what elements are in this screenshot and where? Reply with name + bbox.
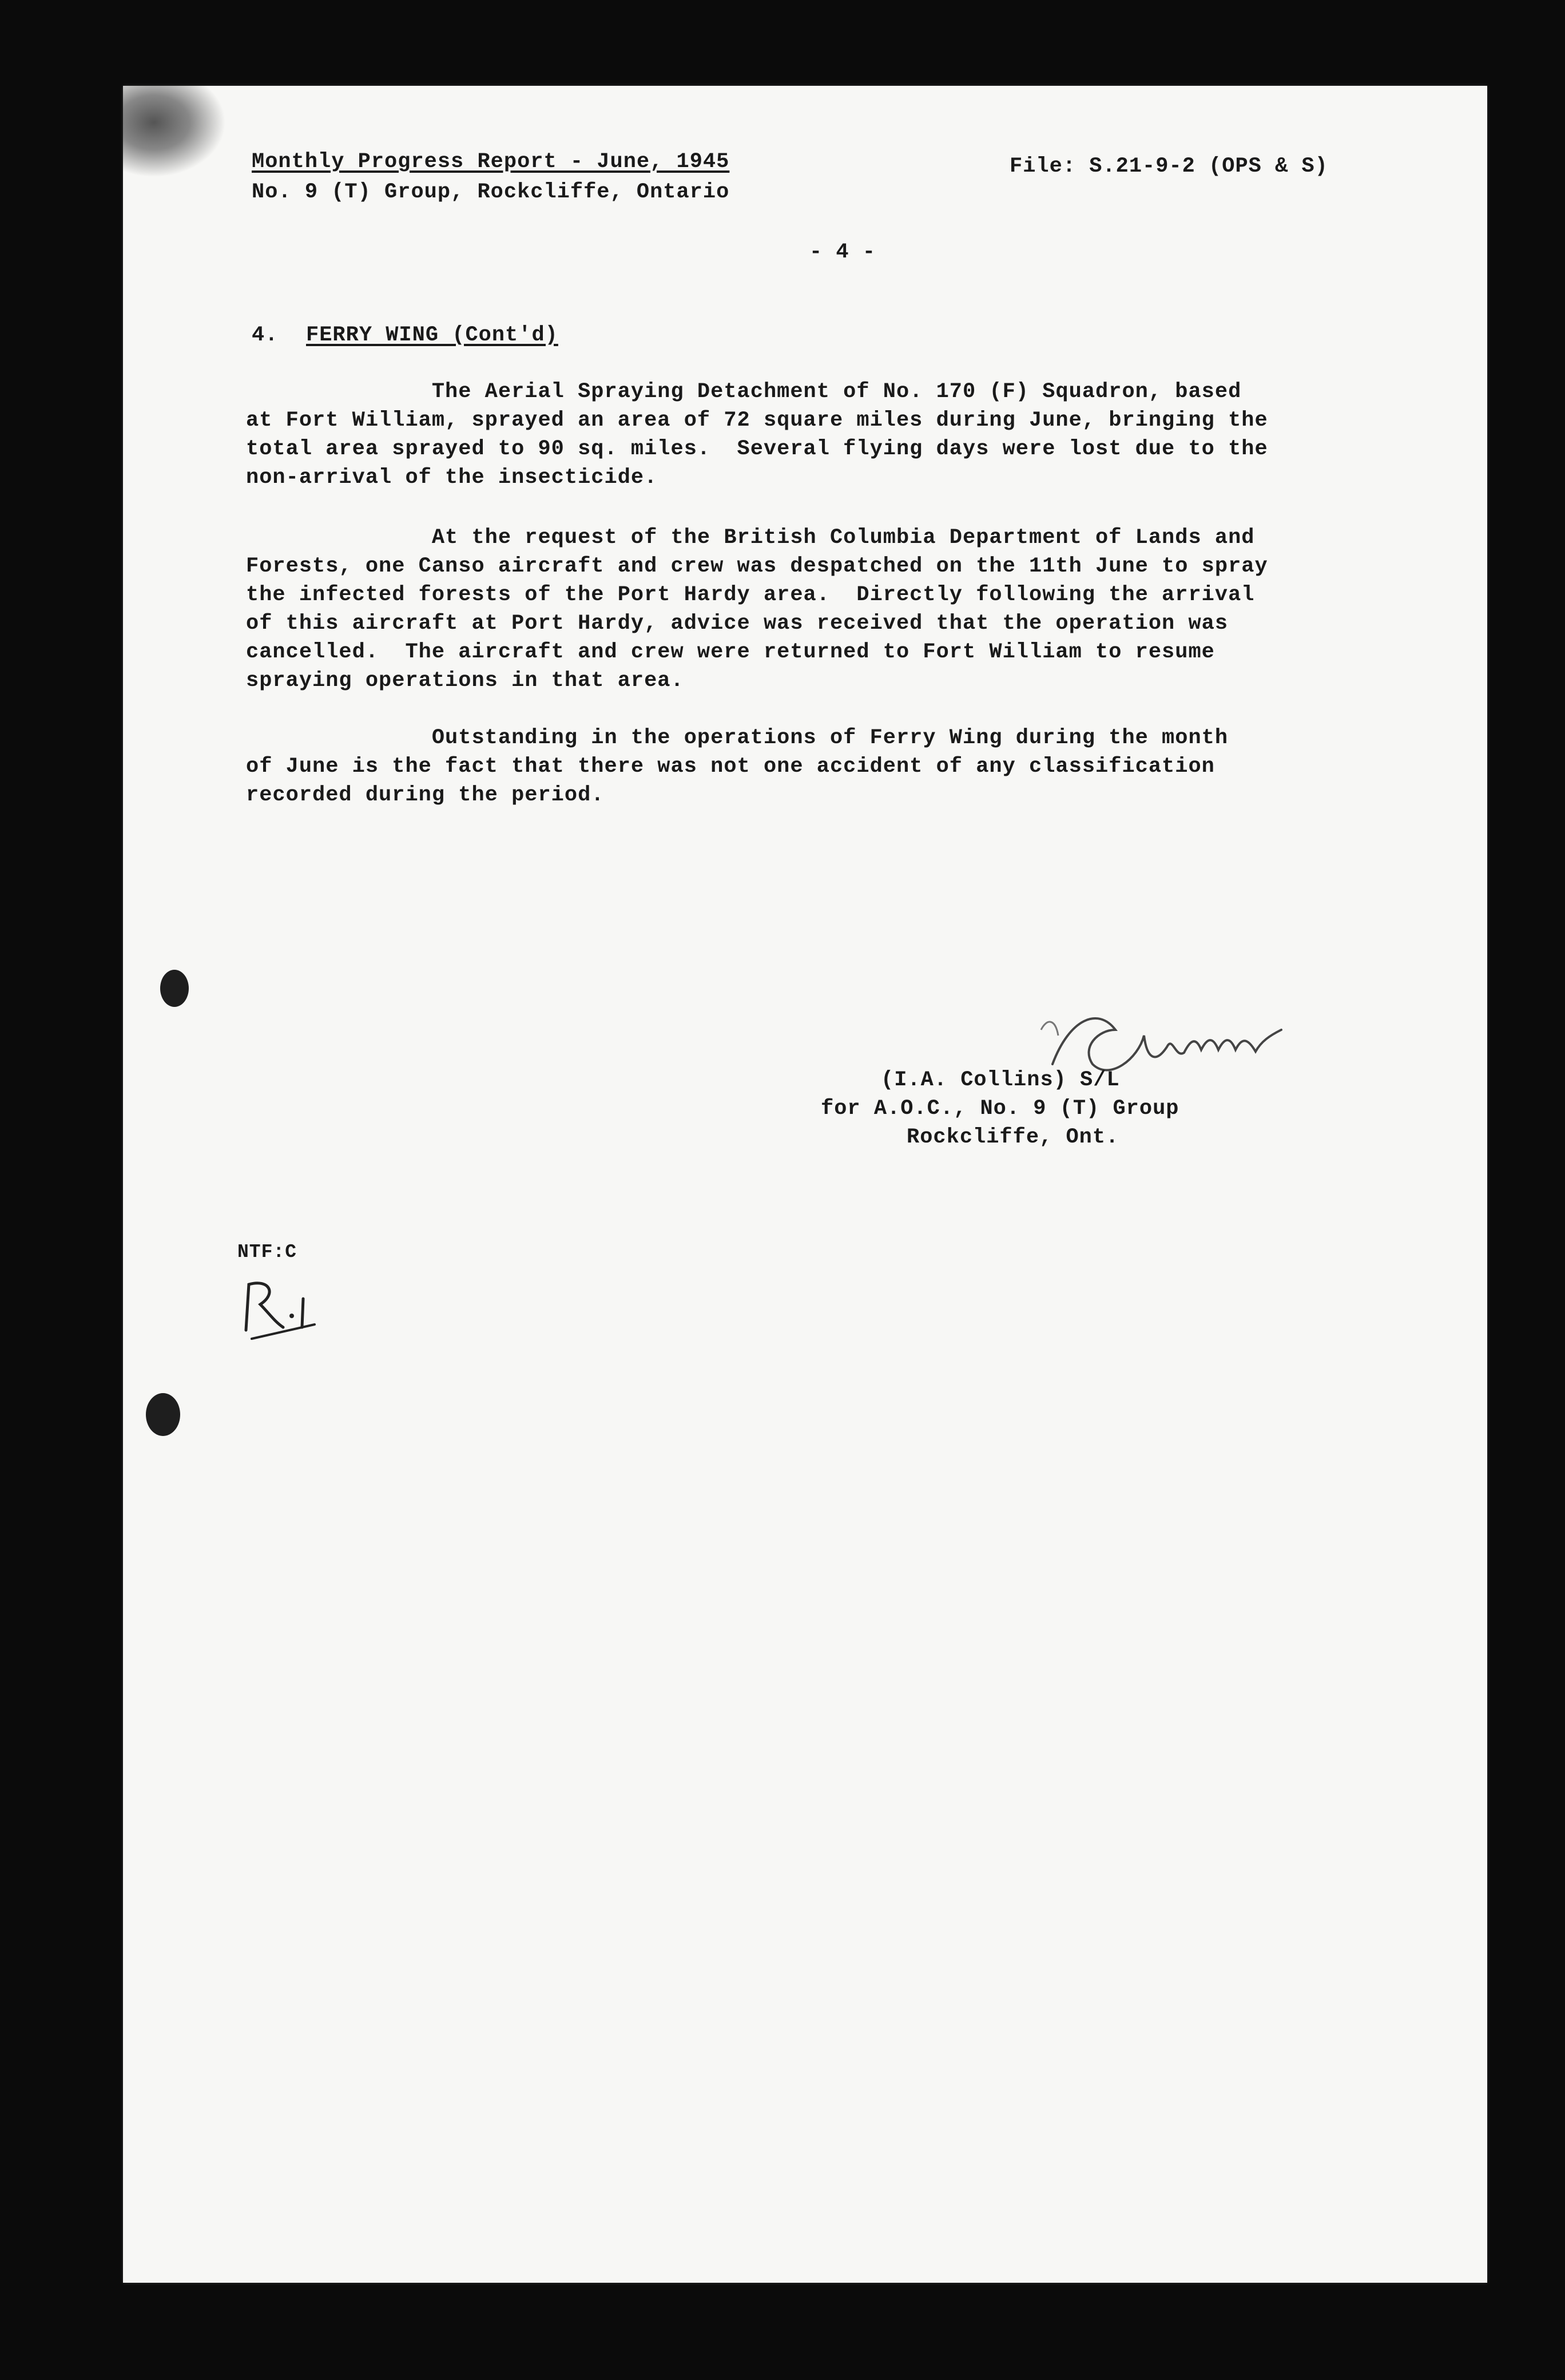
paragraph-line: cancelled. The aircraft and crew were returned to Fort William to resume bbox=[246, 640, 1215, 664]
paper-corner-damage bbox=[123, 86, 226, 177]
paragraph-canso-despatch bbox=[246, 523, 1338, 695]
punch-hole-smudge bbox=[160, 970, 189, 1007]
paragraph-line: of this aircraft at Port Hardy, advice was received that the operation was bbox=[246, 612, 1229, 636]
paragraph-aerial-spraying bbox=[246, 378, 1338, 492]
file-reference: File: S.21-9-2 (OPS & S) bbox=[1010, 154, 1328, 178]
paragraph-no-accidents bbox=[246, 724, 1338, 810]
paragraph-line: the infected forests of the Port Hardy area. Directly following the arrival bbox=[246, 583, 1255, 607]
paragraph-line: The Aerial Spraying Detachment of No. 170 (F) Squadron, based bbox=[246, 380, 1242, 404]
paragraph-line: Outstanding in the operations of Ferry Wing during the month bbox=[246, 726, 1229, 750]
signatory-location: Rockcliffe, Ont. bbox=[907, 1125, 1119, 1149]
paragraph-line: Forests, one Canso aircraft and crew was despatched on the 11th June to spray bbox=[246, 554, 1268, 578]
punch-hole-smudge bbox=[146, 1393, 180, 1436]
typist-reference: NTF:C bbox=[237, 1241, 297, 1263]
paragraph-line: non-arrival of the insecticide. bbox=[246, 466, 658, 490]
paragraph-line: total area sprayed to 90 sq. miles. Several flying days were lost due to the bbox=[246, 437, 1268, 461]
paragraph-line: spraying operations in that area. bbox=[246, 669, 684, 693]
paragraph-line: of June is the fact that there was not one accident of any classification bbox=[246, 755, 1215, 779]
paragraph-line: At the request of the British Columbia Department of Lands and bbox=[246, 526, 1255, 550]
report-unit: No. 9 (T) Group, Rockcliffe, Ontario bbox=[252, 180, 730, 204]
signatory-for-line: for A.O.C., No. 9 (T) Group bbox=[821, 1097, 1179, 1121]
signatory-name: (I.A. Collins) S/L bbox=[881, 1068, 1120, 1092]
paragraph-line: recorded during the period. bbox=[246, 783, 605, 807]
section-title: FERRY WING (Cont'd) bbox=[306, 323, 558, 347]
section-number: 4. bbox=[252, 323, 279, 347]
paragraph-line: at Fort William, sprayed an area of 72 square miles during June, bringing the bbox=[246, 408, 1268, 433]
page-number: - 4 - bbox=[809, 240, 876, 264]
handwritten-initials bbox=[235, 1267, 320, 1342]
report-title: Monthly Progress Report - June, 1945 bbox=[252, 150, 730, 174]
